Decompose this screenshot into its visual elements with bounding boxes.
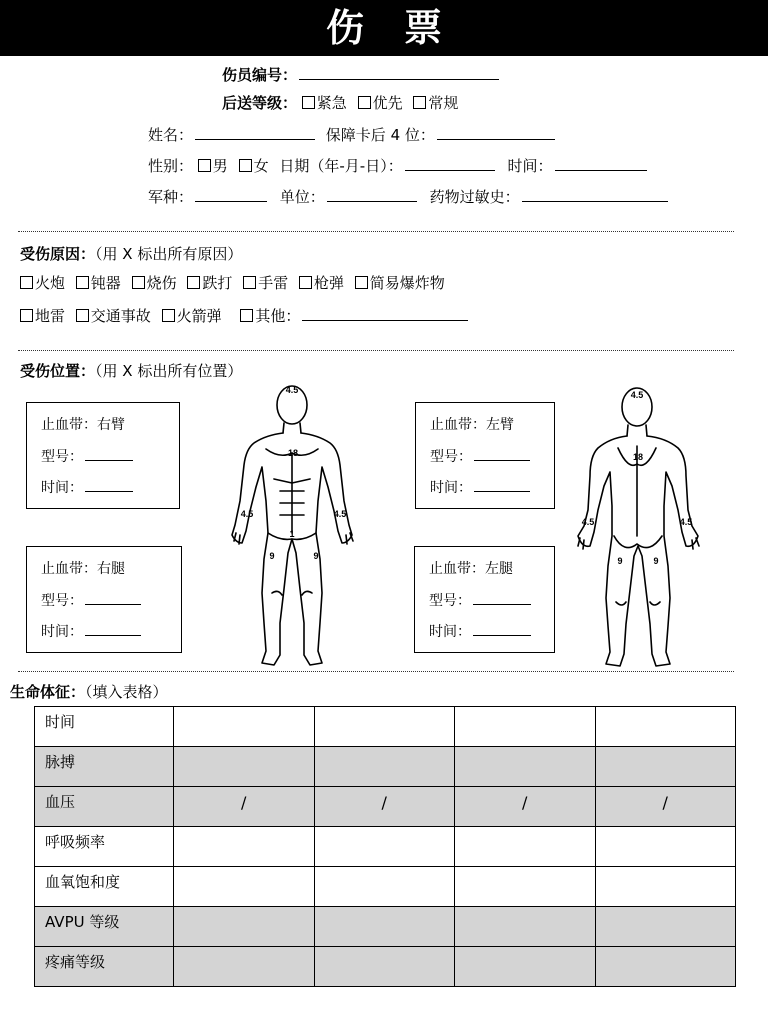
back-left-leg-label: 9 bbox=[653, 556, 659, 566]
branch-row bbox=[148, 186, 670, 207]
cause-landmine-checkbox[interactable] bbox=[20, 309, 33, 322]
tourniquet-right-arm-title: 止血带：右臂 bbox=[41, 417, 125, 433]
vitals-cell[interactable] bbox=[314, 867, 455, 907]
table-row bbox=[35, 747, 736, 787]
cause-fall-label: 跌打 bbox=[202, 274, 233, 292]
cause-grenade-checkbox[interactable] bbox=[243, 276, 256, 289]
cause-other-checkbox[interactable] bbox=[240, 309, 253, 322]
time-field[interactable] bbox=[555, 155, 647, 171]
bp-cell[interactable]: / bbox=[455, 787, 596, 827]
cause-burn-checkbox[interactable] bbox=[132, 276, 145, 289]
tourniquet-time-label: 时间： bbox=[429, 624, 471, 640]
divider bbox=[18, 350, 734, 351]
vitals-cell[interactable] bbox=[455, 827, 596, 867]
vitals-table bbox=[34, 706, 736, 987]
name-field[interactable] bbox=[195, 124, 315, 140]
date-field[interactable] bbox=[405, 155, 495, 171]
tourniquet-right-leg-model-field[interactable] bbox=[85, 592, 141, 605]
sex-male-checkbox[interactable] bbox=[198, 159, 211, 172]
unit-label: 单位： bbox=[279, 188, 325, 206]
body-front-figure[interactable] bbox=[222, 383, 362, 671]
sex-date-row bbox=[148, 155, 649, 176]
vitals-cell[interactable] bbox=[595, 827, 736, 867]
evac-priority-checkbox[interactable] bbox=[358, 96, 371, 109]
body-back-icon bbox=[568, 386, 708, 672]
vitals-cell[interactable] bbox=[595, 747, 736, 787]
injury-cause-hint: （用 X 标出所有原因） bbox=[95, 245, 243, 263]
vitals-cell[interactable] bbox=[455, 947, 596, 987]
front-left-leg-label: 9 bbox=[313, 551, 319, 561]
evac-row bbox=[222, 93, 464, 113]
time-label: 时间： bbox=[507, 157, 553, 175]
body-front-icon bbox=[222, 383, 362, 671]
casualty-id-field[interactable] bbox=[299, 64, 499, 80]
tourniquet-right-leg-time-field[interactable] bbox=[85, 623, 141, 636]
table-row bbox=[35, 907, 736, 947]
vitals-cell[interactable] bbox=[174, 907, 315, 947]
tourniquet-left-arm-box bbox=[415, 402, 555, 509]
bp-cell[interactable]: / bbox=[595, 787, 736, 827]
vitals-row-label: 血氧饱和度 bbox=[35, 867, 174, 907]
evac-urgent-checkbox[interactable] bbox=[302, 96, 315, 109]
tourniquet-time-label: 时间： bbox=[41, 480, 83, 496]
tourniquet-left-leg-title: 止血带：左腿 bbox=[429, 561, 513, 577]
vitals-row-label: 疼痛等级 bbox=[35, 947, 174, 987]
table-row bbox=[35, 827, 736, 867]
tourniquet-model-label: 型号： bbox=[41, 593, 83, 609]
allergy-field[interactable] bbox=[522, 186, 668, 202]
evac-label: 后送等级： bbox=[222, 94, 298, 112]
tourniquet-left-leg-time-field[interactable] bbox=[473, 623, 531, 636]
table-row bbox=[35, 787, 736, 827]
tourniquet-time-label: 时间： bbox=[430, 480, 472, 496]
tourniquet-right-arm-box bbox=[26, 402, 180, 509]
vitals-cell[interactable] bbox=[595, 707, 736, 747]
tourniquet-right-leg-box bbox=[26, 546, 182, 653]
cause-traffic-checkbox[interactable] bbox=[76, 309, 89, 322]
evac-routine-label: 常规 bbox=[428, 94, 459, 112]
vitals-title: 生命体征： bbox=[10, 683, 86, 701]
evac-priority-label: 优先 bbox=[372, 94, 403, 112]
page-title: 伤票 bbox=[325, 6, 482, 50]
vitals-cell[interactable] bbox=[595, 867, 736, 907]
cause-fall-checkbox[interactable] bbox=[187, 276, 200, 289]
vitals-cell[interactable] bbox=[174, 947, 315, 987]
bp-cell[interactable]: / bbox=[174, 787, 315, 827]
tourniquet-model-label: 型号： bbox=[429, 593, 471, 609]
sex-male-label: 男 bbox=[212, 157, 228, 175]
front-right-arm-label: 4.5 bbox=[240, 509, 254, 519]
vitals-cell[interactable] bbox=[174, 827, 315, 867]
back-right-arm-label: 4.5 bbox=[581, 517, 595, 527]
vitals-cell[interactable] bbox=[455, 747, 596, 787]
injury-cause-row-2 bbox=[20, 305, 470, 326]
unit-field[interactable] bbox=[327, 186, 417, 202]
name-label: 姓名： bbox=[148, 126, 194, 144]
back-left-arm-label: 4.5 bbox=[679, 517, 693, 527]
injury-location-title: 受伤位置： bbox=[20, 362, 96, 380]
front-head-label: 4.5 bbox=[285, 385, 299, 395]
vitals-cell[interactable] bbox=[314, 947, 455, 987]
vitals-row-label: 时间 bbox=[35, 707, 174, 747]
injury-location-hint: （用 X 标出所有位置） bbox=[95, 362, 243, 380]
bp-cell[interactable]: / bbox=[314, 787, 455, 827]
tourniquet-right-arm-model-field[interactable] bbox=[85, 448, 133, 461]
vitals-row-label: 呼吸频率 bbox=[35, 827, 174, 867]
cause-other-field[interactable] bbox=[302, 305, 468, 321]
vitals-cell[interactable] bbox=[314, 827, 455, 867]
vitals-cell[interactable] bbox=[595, 947, 736, 987]
vitals-cell[interactable] bbox=[314, 907, 455, 947]
cause-blunt-checkbox[interactable] bbox=[76, 276, 89, 289]
cause-grenade-label: 手雷 bbox=[258, 274, 289, 292]
table-row bbox=[35, 947, 736, 987]
cause-traffic-label: 交通事故 bbox=[90, 307, 151, 325]
tourniquet-model-label: 型号： bbox=[41, 449, 83, 465]
name-row bbox=[148, 124, 557, 145]
cause-artillery-checkbox[interactable] bbox=[20, 276, 33, 289]
vitals-cell[interactable] bbox=[174, 707, 315, 747]
divider bbox=[18, 671, 734, 672]
evac-urgent-label: 紧急 bbox=[316, 94, 347, 112]
branch-label: 军种： bbox=[148, 188, 194, 206]
front-chest-label: 18 bbox=[287, 448, 299, 458]
evac-routine-checkbox[interactable] bbox=[413, 96, 426, 109]
injury-cause-heading bbox=[20, 244, 242, 264]
casualty-id-label: 伤员编号： bbox=[222, 66, 298, 84]
back-head-label: 4.5 bbox=[630, 390, 644, 400]
vitals-cell[interactable] bbox=[314, 747, 455, 787]
casualty-id-row bbox=[222, 64, 501, 85]
body-back-figure[interactable] bbox=[568, 386, 708, 672]
vitals-heading bbox=[10, 682, 168, 702]
cause-gunshot-label: 枪弹 bbox=[313, 274, 344, 292]
cause-gunshot-checkbox[interactable] bbox=[299, 276, 312, 289]
card-field[interactable] bbox=[437, 124, 555, 140]
cause-artillery-label: 火炮 bbox=[35, 274, 66, 292]
injury-cause-row-1 bbox=[20, 273, 451, 293]
tourniquet-left-arm-title: 止血带：左臂 bbox=[430, 417, 514, 433]
vitals-cell[interactable] bbox=[455, 907, 596, 947]
front-left-arm-label: 4.5 bbox=[333, 509, 347, 519]
table-row bbox=[35, 707, 736, 747]
date-label: 日期（年-月-日）： bbox=[279, 157, 403, 175]
back-right-leg-label: 9 bbox=[617, 556, 623, 566]
tourniquet-right-arm-time-field[interactable] bbox=[85, 479, 133, 492]
tourniquet-right-leg-title: 止血带：右腿 bbox=[41, 561, 125, 577]
tourniquet-model-label: 型号： bbox=[430, 449, 472, 465]
cause-ied-checkbox[interactable] bbox=[355, 276, 368, 289]
vitals-cell[interactable] bbox=[455, 867, 596, 907]
table-row bbox=[35, 867, 736, 907]
vitals-cell[interactable] bbox=[174, 867, 315, 907]
vitals-cell[interactable] bbox=[595, 907, 736, 947]
cause-burn-label: 烧伤 bbox=[146, 274, 177, 292]
tourniquet-left-arm-model-field[interactable] bbox=[474, 448, 530, 461]
cause-other-label: 其他： bbox=[255, 307, 301, 325]
vitals-hint: （填入表格） bbox=[85, 683, 168, 701]
allergy-label: 药物过敏史： bbox=[429, 188, 520, 206]
vitals-cell[interactable] bbox=[174, 747, 315, 787]
vitals-row-label: AVPU 等级 bbox=[35, 907, 174, 947]
cause-landmine-label: 地雷 bbox=[35, 307, 66, 325]
cause-ied-label: 简易爆炸物 bbox=[369, 274, 445, 292]
back-back-label: 18 bbox=[632, 452, 644, 462]
branch-field[interactable] bbox=[195, 186, 267, 202]
injury-cause-title: 受伤原因： bbox=[20, 245, 96, 263]
tourniquet-left-leg-box bbox=[414, 546, 555, 653]
cause-rocket-checkbox[interactable] bbox=[162, 309, 175, 322]
card-label: 保障卡后 4 位： bbox=[325, 126, 435, 144]
front-right-leg-label: 9 bbox=[269, 551, 275, 561]
vitals-cell[interactable] bbox=[455, 707, 596, 747]
sex-female-checkbox[interactable] bbox=[239, 159, 252, 172]
divider bbox=[18, 231, 734, 232]
tourniquet-time-label: 时间： bbox=[41, 624, 83, 640]
sex-label: 性别： bbox=[148, 157, 194, 175]
front-groin-label: 1 bbox=[289, 529, 295, 539]
vitals-row-label: 脉搏 bbox=[35, 747, 174, 787]
vitals-row-label: 血压 bbox=[35, 787, 174, 827]
vitals-cell[interactable] bbox=[314, 707, 455, 747]
tourniquet-left-leg-model-field[interactable] bbox=[473, 592, 531, 605]
tourniquet-left-arm-time-field[interactable] bbox=[474, 479, 530, 492]
cause-rocket-label: 火箭弹 bbox=[176, 307, 222, 325]
cause-blunt-label: 钝器 bbox=[90, 274, 121, 292]
sex-female-label: 女 bbox=[253, 157, 269, 175]
injury-location-heading bbox=[20, 361, 242, 381]
